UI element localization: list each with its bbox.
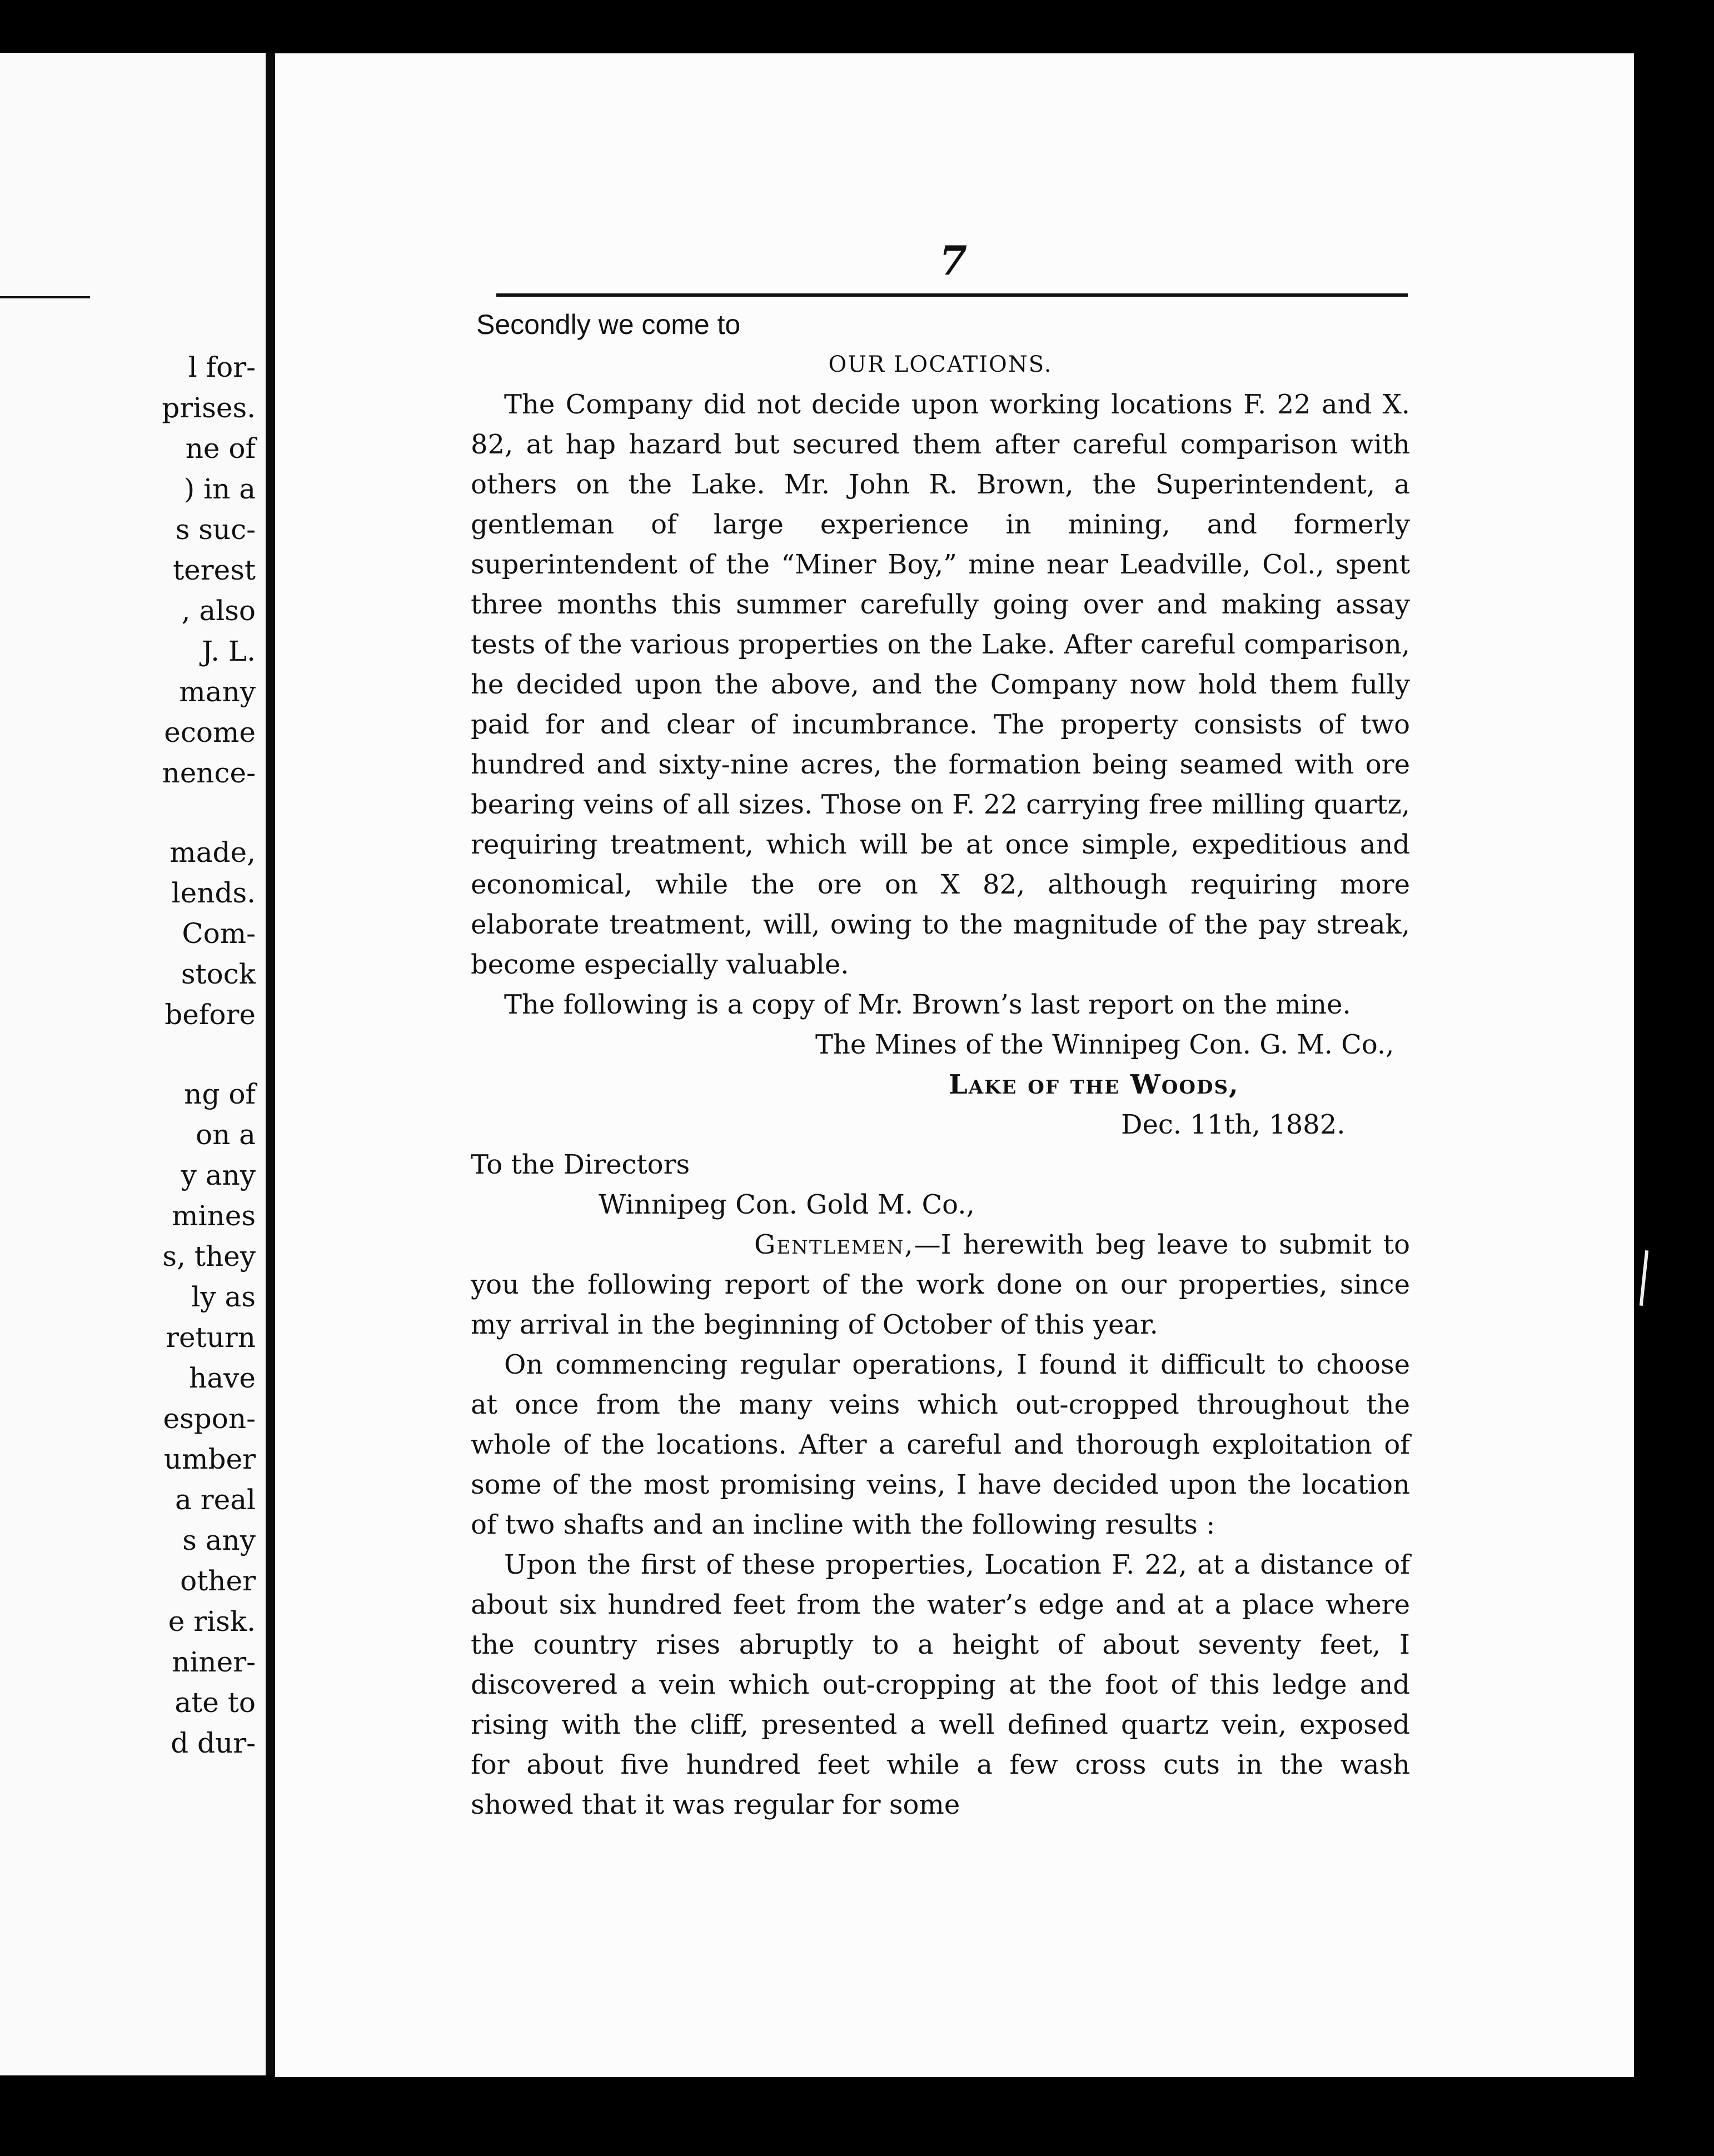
left-page-fragment: s suc- bbox=[175, 513, 256, 546]
page-number: 7 bbox=[939, 237, 968, 284]
left-page-fragment: niner- bbox=[172, 1646, 256, 1678]
letter-origin-line1: The Mines of the Winnipeg Con. G. M. Co., bbox=[815, 1029, 1394, 1060]
left-page-fragment bbox=[89, 793, 256, 832]
left-page-fragment: made, bbox=[170, 836, 256, 869]
page-body bbox=[471, 305, 1410, 1825]
paragraph-operations: On commencing regular operations, I found it difficult to choose at once from the many veins which out-cropped throughout the whole of the locations. After a careful and thorough exploitation of some of the most promising veins, I have decided upon the location of two shafts and an incline with the following results : bbox=[471, 1349, 1410, 1540]
left-page-fragment: before bbox=[165, 999, 256, 1031]
left-page-rule bbox=[0, 296, 90, 298]
left-page-fragment: l for- bbox=[188, 351, 256, 383]
paragraph-report-intro: The following is a copy of Mr. Brown’s last report on the mine. bbox=[504, 989, 1351, 1020]
header-rule bbox=[496, 293, 1408, 297]
letter-salutation-paragraph bbox=[471, 1225, 1410, 1345]
paragraph-locations: The Company did not decide upon working locations F. 22 and X. 82, at hap hazard but secured them after careful comparison with others on the Lake. Mr. John R. Brown, the Superintendent, a gentleman of large experience in mining, and formerly superintendent of the “Miner Boy,” mine near Leadville, Col., spent three months this summer carefully going over and making assay tests of the various properties on the Lake. After careful comparison, he decided upon the above, and the Company now hold them fully paid for and clear of incumbrance. The property consists of two hundred and sixty-nine acres, the formation being seamed with ore bearing veins of all sizes. Those on F. 22 carrying free milling quartz, requiring treatment, which will be at once simple, expeditious and economical, while the ore on X 82, although requiring more elaborate treatment, will, owing to the magnitude of the pay streak, become especially valuable. bbox=[471, 389, 1410, 980]
left-page-fragment: terest bbox=[173, 554, 256, 586]
left-page-fragment: d dur- bbox=[171, 1727, 256, 1759]
left-page-fragment: on a bbox=[195, 1119, 256, 1151]
left-page-fragment: ecome bbox=[164, 716, 256, 748]
left-page-text-fragments bbox=[89, 347, 256, 1764]
left-page-fragment: ng of bbox=[184, 1078, 256, 1110]
left-page-fragment: nence- bbox=[162, 757, 256, 789]
left-page-fragment: ne of bbox=[185, 432, 256, 465]
left-page-fragment: espon- bbox=[163, 1403, 256, 1435]
letter-origin-line2: Lake of the Woods, bbox=[949, 1069, 1239, 1100]
salutation-text: —I herewith beg leave to submit to you the following report of the work done on our properties, since my arrival in the beginning of October of this year. bbox=[471, 1229, 1410, 1340]
left-page-fragment: e risk. bbox=[168, 1605, 256, 1638]
document-page bbox=[275, 53, 1634, 2077]
left-page-fragment: umber bbox=[163, 1443, 256, 1475]
section-heading: OUR LOCATIONS. bbox=[828, 352, 1053, 377]
book-gutter bbox=[266, 53, 274, 2075]
left-page-fragment: mines bbox=[172, 1200, 256, 1232]
left-page-fragment: other bbox=[180, 1565, 256, 1597]
letter-addressee-line2: Winnipeg Con. Gold M. Co., bbox=[599, 1189, 975, 1220]
opening-line: Secondly we come to bbox=[476, 309, 741, 340]
left-page-fragment: prises. bbox=[162, 392, 256, 424]
left-page-fragment: many bbox=[179, 676, 256, 708]
left-page-fragment: stock bbox=[181, 958, 256, 990]
left-page-fragment: ly as bbox=[191, 1281, 256, 1313]
left-page-fragment: , also bbox=[181, 595, 256, 627]
left-page-fragment: y any bbox=[181, 1159, 256, 1191]
left-page-fragment: have bbox=[189, 1362, 256, 1394]
left-page-fragment: s, they bbox=[162, 1240, 256, 1272]
left-page-fragment: Com- bbox=[182, 917, 256, 950]
left-page-fragment: ate to bbox=[175, 1686, 256, 1719]
left-page-fragment bbox=[89, 1035, 256, 1074]
letter-addressee-line1: To the Directors bbox=[471, 1149, 690, 1180]
left-page-fragment: ) in a bbox=[183, 473, 256, 505]
left-page-fragment: lends. bbox=[171, 877, 256, 909]
scan-artifact-mark bbox=[1640, 1250, 1648, 1306]
salutation-word: Gentlemen, bbox=[754, 1229, 914, 1260]
left-page-fragment: s any bbox=[182, 1524, 256, 1556]
letter-date: Dec. 11th, 1882. bbox=[1121, 1109, 1346, 1140]
left-page-fragment: return bbox=[166, 1321, 256, 1354]
left-page-fragment: a real bbox=[175, 1484, 256, 1516]
paragraph-first-property: Upon the first of these properties, Location F. 22, at a distance of about six hundred feet from the water’s edge and at a place where the country rises abruptly to a height of about seventy feet, I discovered a vein which out-cropping at the foot of this ledge and rising with the cliff, presented a well defined quartz vein, exposed for about five hundred feet while a few cross cuts in the wash showed that it was regular for some bbox=[471, 1549, 1410, 1820]
left-page-fragment: J. L. bbox=[201, 635, 256, 667]
left-facing-page bbox=[0, 53, 266, 2075]
